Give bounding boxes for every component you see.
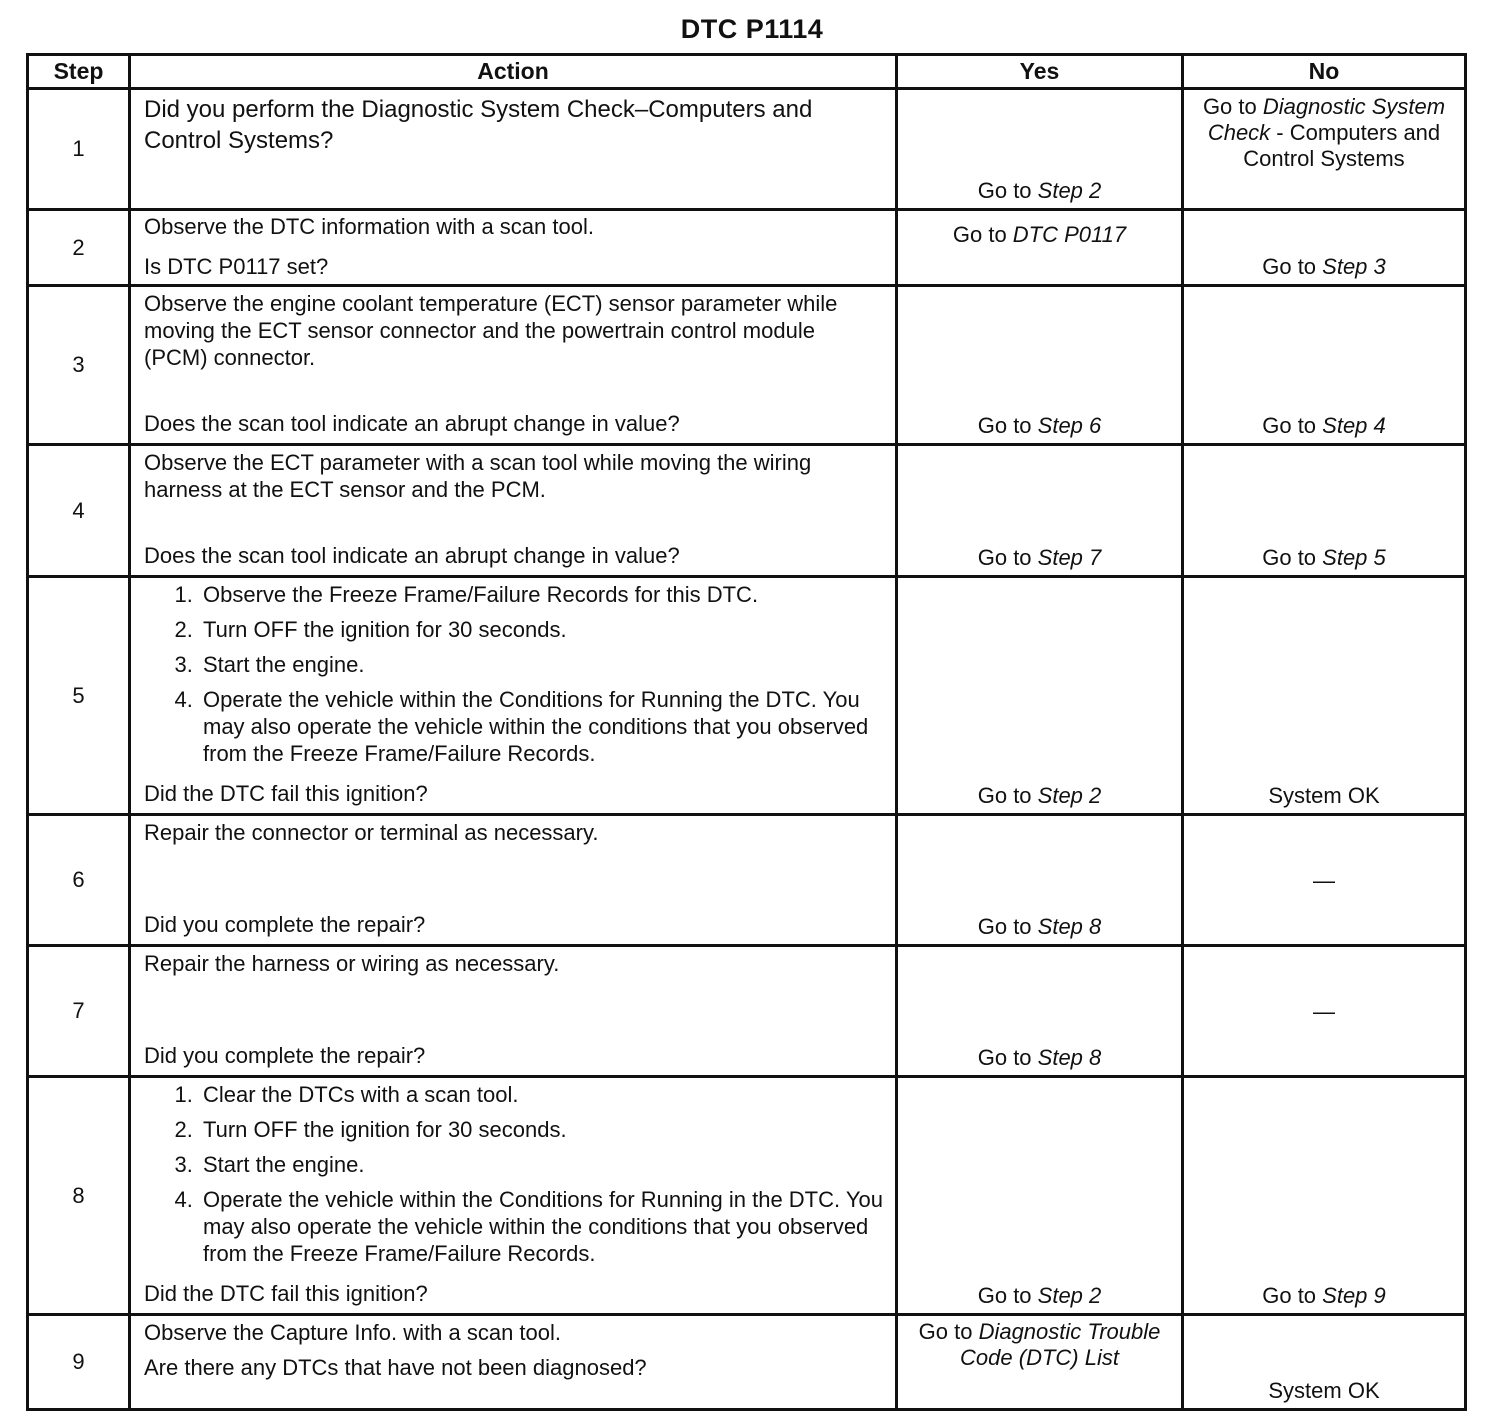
header-step: Step [28, 55, 130, 89]
no-cell [1183, 286, 1466, 445]
page-title: DTC P1114 [680, 14, 824, 44]
action-question: Are there any DTCs that have not been diagnosed? [144, 1355, 647, 1380]
yes-cell [897, 445, 1183, 577]
no-result: Go to Diagnostic System Check - Computers and Control Systems [1202, 94, 1446, 171]
table-header-row [28, 55, 1466, 89]
no-cell [1183, 577, 1466, 815]
yes-result: Go to Step 2 [977, 783, 1102, 808]
action-question: Does the scan tool indicate an abrupt change in value? [144, 543, 680, 568]
action-question: Did you complete the repair? [144, 1043, 426, 1068]
no-result: System OK [1268, 783, 1380, 808]
step-link[interactable]: Step 8 [1037, 1045, 1102, 1070]
step-link[interactable]: Step 6 [1037, 413, 1102, 438]
list-item: 2. Turn OFF the ignition for 30 seconds. [199, 616, 883, 643]
list-item: 4. Operate the vehicle within the Conditions for Running the DTC. You may also operate the vehicle within the conditions that you observed from the Freeze Frame/Failure Records. [199, 686, 883, 767]
action-question: Is DTC P0117 set? [144, 254, 329, 279]
step-link[interactable]: Step 2 [1037, 178, 1102, 203]
action-question: Does the scan tool indicate an abrupt change in value? [144, 411, 680, 436]
diagnostic-system-check-link[interactable]: Diagnostic System Check [1207, 94, 1446, 145]
list-item: 1. Observe the Freeze Frame/Failure Records for this DTC. [199, 581, 883, 608]
action-text: Observe the engine coolant temperature (ECT) sensor parameter while moving the ECT sensor connector and the powertrain control module (PCM) connector. [144, 291, 838, 370]
yes-cell [897, 89, 1183, 210]
table-row [28, 815, 1466, 946]
step-link[interactable]: Step 4 [1322, 413, 1386, 438]
yes-cell [897, 1315, 1183, 1410]
step-link[interactable]: Step 3 [1322, 254, 1386, 279]
action-cell [130, 1077, 897, 1315]
action-text: Observe the Capture Info. with a scan tool. [144, 1320, 562, 1345]
step-link[interactable]: Step 8 [1037, 914, 1102, 939]
table-row [28, 1315, 1466, 1410]
yes-result: Go to Step 2 [977, 178, 1102, 203]
action-list [144, 581, 883, 767]
yes-cell [897, 286, 1183, 445]
action-cell [130, 1315, 897, 1410]
action-cell [130, 577, 897, 815]
list-item: 2. Turn OFF the ignition for 30 seconds. [199, 1116, 883, 1143]
table-row [28, 577, 1466, 815]
yes-result: Go to Step 8 [977, 914, 1102, 939]
action-question: Did the DTC fail this ignition? [144, 1281, 428, 1306]
table-row [28, 286, 1466, 445]
step-number: 6 [28, 815, 130, 946]
table-row [28, 445, 1466, 577]
no-cell [1183, 1077, 1466, 1315]
action-text: Did you perform the Diagnostic System Check–Computers and Control Systems? [144, 96, 813, 154]
no-cell [1183, 210, 1466, 286]
yes-result: Go to Step 8 [977, 1045, 1102, 1070]
dtc-list-link[interactable]: Diagnostic Trouble Code (DTC) List [960, 1319, 1161, 1370]
list-item: 1. Clear the DTCs with a scan tool. [199, 1081, 883, 1108]
action-text: Repair the harness or wiring as necessary. [144, 951, 560, 976]
step-number: 2 [28, 210, 130, 286]
no-cell [1183, 815, 1466, 946]
list-item: 3. Start the engine. [199, 651, 883, 678]
list-item: 4. Operate the vehicle within the Conditions for Running in the DTC. You may also operate the vehicle within the conditions that you observed from the Freeze Frame/Failure Records. [199, 1186, 883, 1267]
action-text: Repair the connector or terminal as necessary. [144, 820, 599, 845]
step-number: 1 [28, 89, 130, 210]
action-question: Did the DTC fail this ignition? [144, 781, 428, 806]
action-text: Observe the DTC information with a scan tool. [144, 214, 594, 239]
yes-result: Go to DTC P0117 [952, 222, 1127, 247]
dtc-link[interactable]: DTC P0117 [1012, 222, 1127, 247]
action-cell [130, 445, 897, 577]
header-yes: Yes [897, 55, 1183, 89]
yes-cell [897, 815, 1183, 946]
no-result: Go to Step 3 [1262, 254, 1386, 279]
step-link[interactable]: Step 7 [1037, 545, 1102, 570]
no-cell [1183, 89, 1466, 210]
diagnostic-table [26, 53, 1467, 1411]
action-cell [130, 946, 897, 1077]
no-result: System OK [1268, 1378, 1380, 1403]
step-number: 4 [28, 445, 130, 577]
yes-result: Go to Step 6 [977, 413, 1102, 438]
no-result: Go to Step 4 [1262, 413, 1386, 438]
action-cell [130, 210, 897, 286]
step-number: 5 [28, 577, 130, 815]
table-row [28, 1077, 1466, 1315]
yes-cell [897, 210, 1183, 286]
action-question: Did you complete the repair? [144, 912, 426, 937]
table-row [28, 946, 1466, 1077]
table-row [28, 89, 1466, 210]
action-text: Observe the ECT parameter with a scan tool while moving the wiring harness at the ECT sensor and the PCM. [144, 450, 812, 502]
action-list [144, 1081, 883, 1267]
yes-result: Go to Step 7 [977, 545, 1102, 570]
step-number: 3 [28, 286, 130, 445]
no-cell [1183, 445, 1466, 577]
action-cell [130, 89, 897, 210]
step-link[interactable]: Step 5 [1322, 545, 1386, 570]
yes-cell [897, 1077, 1183, 1315]
step-number: 9 [28, 1315, 130, 1410]
no-cell [1183, 1315, 1466, 1410]
step-link[interactable]: Step 2 [1037, 1283, 1102, 1308]
action-cell [130, 286, 897, 445]
no-result: — [1313, 998, 1335, 1024]
no-result: Go to Step 5 [1262, 545, 1386, 570]
no-result: — [1313, 867, 1335, 893]
header-action: Action [130, 55, 897, 89]
table-row [28, 210, 1466, 286]
no-cell [1183, 946, 1466, 1077]
yes-result: Go to Step 2 [977, 1283, 1102, 1308]
yes-cell [897, 577, 1183, 815]
step-link[interactable]: Step 9 [1322, 1283, 1386, 1308]
yes-result: Go to Diagnostic Trouble Code (DTC) List [918, 1319, 1161, 1370]
step-number: 7 [28, 946, 130, 1077]
yes-cell [897, 946, 1183, 1077]
header-no: No [1183, 55, 1466, 89]
list-item: 3. Start the engine. [199, 1151, 883, 1178]
no-result: Go to Step 9 [1262, 1283, 1386, 1308]
step-number: 8 [28, 1077, 130, 1315]
action-cell [130, 815, 897, 946]
step-link[interactable]: Step 2 [1037, 783, 1102, 808]
